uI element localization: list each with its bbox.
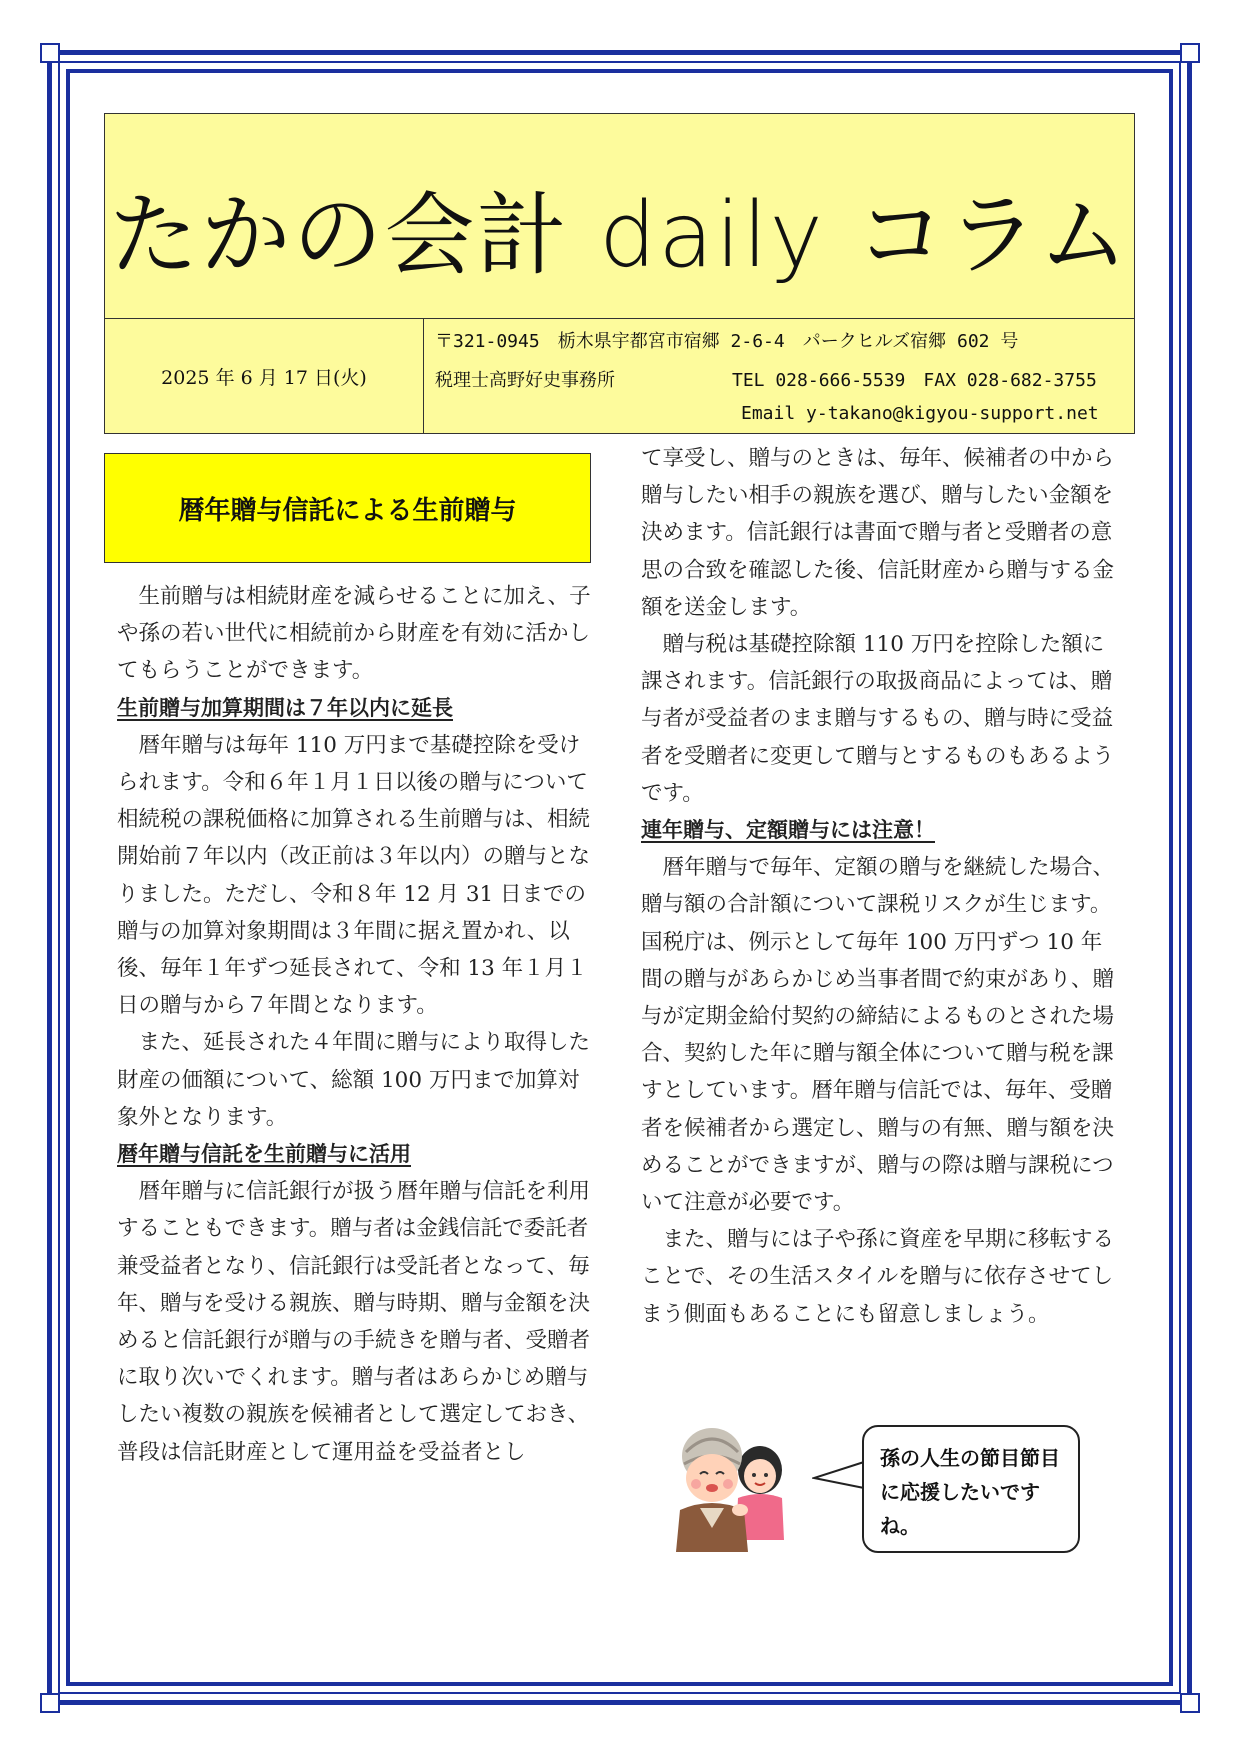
speech-bubble-tail [812,1456,866,1496]
border-corner-top-right [1180,43,1200,63]
office-address: 〒321-0945 栃木県宇都宮市宿郷 2-6-4 パークヒルズ宿郷 602 号 [435,331,1019,352]
office-email: Email y-takano@kigyou-support.net [741,403,1099,424]
border-corner-bottom-right [1180,1693,1200,1713]
subheading: 暦年贈与信託を生前贈与に活用 [117,1142,411,1167]
contact-info-row [104,319,1135,434]
office-tel-fax: TEL 028-666-5539 FAX 028-682-3755 [732,370,1097,391]
article-column-left [117,578,595,1471]
article-heading-box [104,453,591,563]
masthead-title: たかの会計 daily コラム [108,183,1131,288]
speech-bubble: 孫の人生の節目節目に応援したいですね。 [862,1425,1080,1553]
border-corner-bottom-left [40,1693,60,1713]
paragraph: 贈与税は基礎控除額 110 万円を控除した額に課されます。信託銀行の取扱商品によっては、贈与者が受益者のまま贈与するもの、贈与時に受益者を受贈者に変更して贈与とするものもあるようです。 [641,632,1115,806]
paragraph: て享受し、贈与のときは、毎年、候補者の中から贈与したい相手の親族を選び、贈与したい金額を決めます。信託銀行は書面で贈与者と受贈者の意思の合致を確認した後、信託財産から贈与する金額を送金します。 [641,446,1115,620]
paragraph: また、延長された４年間に贈与により取得した財産の価額について、総額 100 万円まで加算対象外となります。 [117,1030,591,1130]
paragraph: 暦年贈与で毎年、定額の贈与を継続した場合、贈与額の合計額について課税リスクが生じます。国税庁は、例示として毎年 100 万円ずつ 10 年間の贈与があらかじめ当事者間で約束があり、贈与が定期金給付契約の締結によるものとされた場合、契約した年に贈与額全体について贈与税を課すとしています。暦年贈与信託では、毎年、受贈者を候補者から選定し、贈与の有無、贈与額を決めることができますが、贈与の際は贈与課税について注意が必要です。 [641,855,1115,1216]
issue-date: 2025 年 6 月 17 日(火) [105,319,424,433]
article-column-right [641,440,1121,1333]
paragraph: 暦年贈与に信託銀行が扱う暦年贈与信託を利用することもできます。贈与者は金銭信託で委託者兼受益者となり、信託銀行は受託者となって、毎年、贈与を受ける親族、贈与時期、贈与金額を決めると信託銀行が贈与の手続きを贈与者、受贈者に取り次いでくれます。贈与者はあらかじめ贈与したい複数の親族を候補者として選定しておき、普段は信託財産として運用益を受益者とし [117,1179,591,1465]
paragraph: 生前贈与は相続財産を減らせることに加え、子や孫の若い世代に相続前から財産を有効に活かしてもらうことができます。 [117,584,591,684]
masthead [104,113,1135,319]
office-name: 税理士高野好史事務所 [435,370,615,391]
paragraph: また、贈与には子や孫に資産を早期に移転することで、その生活スタイルを贈与に依存させてしまう側面もあることにも留意しましょう。 [641,1227,1115,1327]
grandmother-grandchild-illustration [660,1418,800,1553]
subheading: 生前贈与加算期間は７年以内に延長 [117,695,453,720]
subheading: 連年贈与、定額贈与には注意！ [641,818,935,843]
border-corner-top-left [40,43,60,63]
article-heading: 暦年贈与信託による生前贈与 [178,495,517,526]
paragraph: 暦年贈与は毎年 110 万円まで基礎控除を受けられます。令和６年１月１日以後の贈与について相続税の課税価格に加算される生前贈与は、相続開始前７年以内（改正前は３年以内）の贈与となりました。ただし、令和８年 12 月 31 日までの贈与の加算対象期間は３年間に据え置かれ、以後、毎年１年ずつ延長されて、令和 13 年１月１日の贈与から７年間となります。 [117,732,591,1019]
